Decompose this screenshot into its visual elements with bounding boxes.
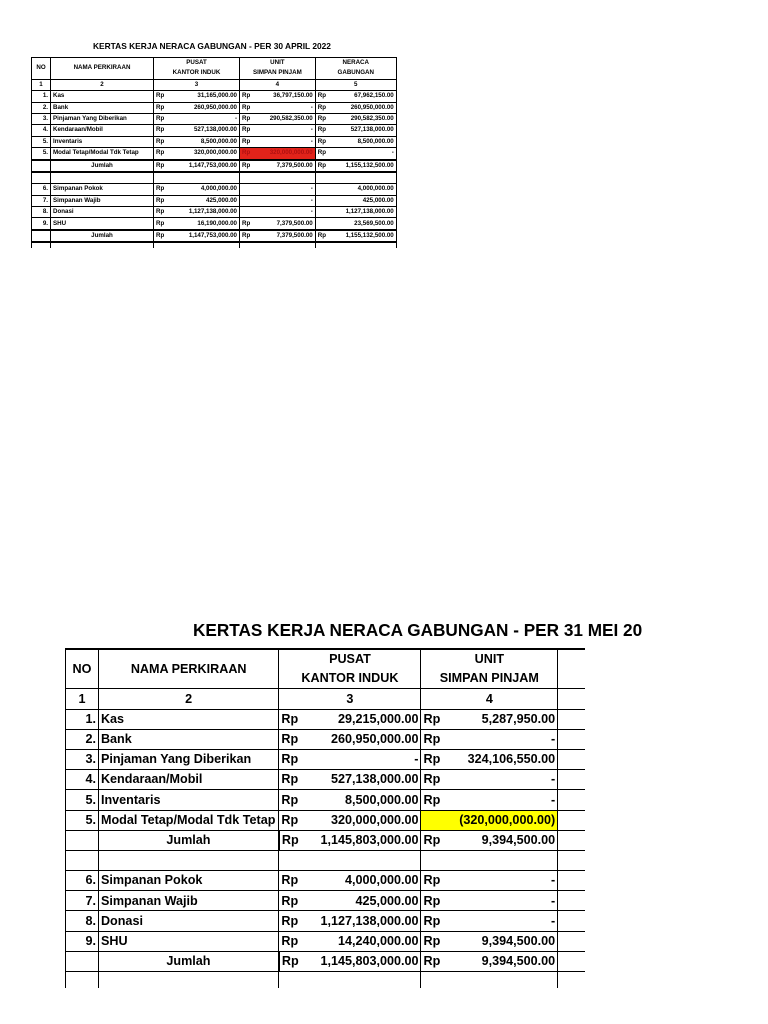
- row-no: 9.: [66, 931, 99, 951]
- table-row: [32, 113, 397, 124]
- spacer-row: [32, 172, 397, 184]
- rp-label: Rp: [279, 931, 309, 951]
- row-no: 3.: [32, 113, 51, 124]
- neraca-value: 23,569,500.00: [328, 218, 396, 230]
- pusat-total: 1,145,803,000.00: [309, 830, 421, 850]
- table-row: [66, 790, 586, 810]
- table-row: [66, 891, 586, 911]
- table-row: [32, 184, 397, 195]
- jumlah-row: [66, 830, 586, 850]
- table-row: [66, 749, 586, 769]
- table-row: [32, 125, 397, 136]
- rp-label: Rp: [240, 102, 253, 113]
- pusat-value: 1,127,138,000.00: [167, 207, 240, 218]
- rp-label: Rp: [154, 91, 167, 102]
- pusat-value: 425,000.00: [167, 195, 240, 206]
- pusat-value: 29,215,000.00: [309, 709, 421, 729]
- neraca-value: -: [328, 148, 396, 160]
- pusat-value: 425,000.00: [309, 891, 421, 911]
- rp-label: Rp: [240, 113, 253, 124]
- table-row: [32, 102, 397, 113]
- header-pusat: PUSAT: [154, 58, 240, 69]
- row-no: 5.: [66, 790, 99, 810]
- rp-label: Rp: [279, 951, 309, 971]
- unit-value: 36,797,150.00: [252, 91, 315, 102]
- rp-label: Rp: [279, 709, 309, 729]
- neraca-value: 260,950,000.00: [328, 102, 396, 113]
- rp-label: Rp: [154, 195, 167, 206]
- table-row: [66, 729, 586, 749]
- unit-value: 7,379,500.00: [252, 218, 315, 230]
- spacer-row: [32, 242, 397, 248]
- neraca-value: 1,127,138,000.00: [328, 207, 396, 218]
- rp-label: Rp: [154, 160, 167, 172]
- neraca-value: 67,962,150.00: [328, 91, 396, 102]
- pusat-value: 4,000,000.00: [309, 871, 421, 891]
- row-no: 5.: [66, 810, 99, 830]
- pusat-value: 8,500,000.00: [167, 136, 240, 147]
- row-name: Bank: [51, 102, 154, 113]
- unit-total: 7,379,500.00: [252, 230, 315, 242]
- header-no: NO: [66, 649, 99, 689]
- unit-value: -: [449, 770, 558, 790]
- jumlah-row: [32, 230, 397, 242]
- rp-label: Rp: [279, 871, 309, 891]
- jumlah-label: Jumlah: [98, 951, 278, 971]
- row-name: Simpanan Pokok: [98, 871, 278, 891]
- jumlah-row: [32, 160, 397, 172]
- colnum-3: 3: [279, 689, 421, 709]
- unit-value: -: [252, 102, 315, 113]
- rp-label: Rp: [421, 770, 449, 790]
- header-pusat: PUSAT: [279, 649, 421, 669]
- header-kantor-induk: KANTOR INDUK: [154, 68, 240, 79]
- table-row: [32, 148, 397, 160]
- rp-label: Rp: [154, 230, 167, 242]
- unit-value-highlight: (320,000,000.00): [449, 810, 558, 830]
- rp-label: Rp: [240, 136, 253, 147]
- table-row: [32, 218, 397, 230]
- neraca-total: 1,155,132,500.00: [328, 160, 396, 172]
- rp-label: Rp: [421, 830, 449, 850]
- row-no: 2.: [32, 102, 51, 113]
- row-name: Kendaraan/Mobil: [51, 125, 154, 136]
- rp-label: Rp: [421, 951, 449, 971]
- rp-label: Rp: [421, 749, 449, 769]
- pusat-value: 320,000,000.00: [309, 810, 421, 830]
- table-row: [66, 770, 586, 790]
- row-no: 8.: [32, 207, 51, 218]
- row-no: 4.: [32, 125, 51, 136]
- header-nama: NAMA PERKIRAAN: [98, 649, 278, 689]
- header-neraca: NERACA: [315, 58, 396, 69]
- unit-value: -: [449, 911, 558, 931]
- header-simpan-pinjam: SIMPAN PINJAM: [240, 68, 316, 79]
- rp-label: [240, 195, 253, 206]
- unit-value: 324,106,550.00: [449, 749, 558, 769]
- row-no: 7.: [66, 891, 99, 911]
- colnum-1: 1: [32, 79, 51, 90]
- pusat-value: 260,950,000.00: [167, 102, 240, 113]
- row-name: Donasi: [51, 207, 154, 218]
- row-name: Pinjaman Yang Diberikan: [51, 113, 154, 124]
- table-row: [66, 709, 586, 729]
- colnum-5: 5: [315, 79, 396, 90]
- row-no: 4.: [66, 770, 99, 790]
- row-name: Bank: [98, 729, 278, 749]
- rp-label: Rp: [240, 91, 253, 102]
- colnum-2: 2: [98, 689, 278, 709]
- rp-label: Rp: [240, 148, 253, 160]
- row-no: 2.: [66, 729, 99, 749]
- rp-label: Rp: [421, 931, 449, 951]
- table-row: [32, 195, 397, 206]
- unit-value: -: [252, 184, 315, 195]
- rp-label: Rp: [279, 810, 309, 830]
- pusat-value: -: [309, 749, 421, 769]
- rp-label: Rp: [240, 160, 253, 172]
- unit-total: 7,379,500.00: [252, 160, 315, 172]
- rp-label: Rp: [154, 125, 167, 136]
- unit-total: 9,394,500.00: [449, 951, 558, 971]
- row-name: Donasi: [98, 911, 278, 931]
- rp-label: Rp: [154, 113, 167, 124]
- header-kantor-induk: KANTOR INDUK: [279, 669, 421, 689]
- row-name: SHU: [51, 218, 154, 230]
- rp-label: Rp: [315, 113, 328, 124]
- row-no: 5.: [32, 148, 51, 160]
- unit-value-highlight: 320,000,000.00: [252, 148, 315, 160]
- rp-label: Rp: [279, 770, 309, 790]
- sheet2-title: KERTAS KERJA NERACA GABUNGAN - PER 31 MEI 20: [193, 620, 643, 640]
- table-row: [32, 136, 397, 147]
- rp-label: [315, 184, 328, 195]
- table-row: [66, 931, 586, 951]
- spacer-row: [66, 850, 586, 870]
- rp-label: Rp: [421, 729, 449, 749]
- rp-label: Rp: [421, 911, 449, 931]
- row-name: Kas: [98, 709, 278, 729]
- header-nama: NAMA PERKIRAAN: [51, 58, 154, 80]
- row-no: 1.: [66, 709, 99, 729]
- colnum-1: 1: [66, 689, 99, 709]
- rp-label: [240, 207, 253, 218]
- rp-label: Rp: [279, 891, 309, 911]
- rp-label: Rp: [154, 218, 167, 230]
- colnum-2: 2: [51, 79, 154, 90]
- row-name: Pinjaman Yang Diberikan: [98, 749, 278, 769]
- rp-label: Rp: [315, 125, 328, 136]
- pusat-value: 4,000,000.00: [167, 184, 240, 195]
- pusat-value: 1,127,138,000.00: [309, 911, 421, 931]
- rp-label: Rp: [279, 830, 309, 850]
- unit-value: -: [252, 195, 315, 206]
- unit-value: -: [449, 891, 558, 911]
- rp-label: Rp: [154, 136, 167, 147]
- row-name: Simpanan Pokok: [51, 184, 154, 195]
- pusat-total: 1,147,753,000.00: [167, 230, 240, 242]
- row-no: 6.: [66, 871, 99, 891]
- rp-label: Rp: [315, 148, 328, 160]
- rp-label: Rp: [279, 790, 309, 810]
- pusat-value: 527,138,000.00: [167, 125, 240, 136]
- row-name: Modal Tetap/Modal Tdk Tetap: [98, 810, 278, 830]
- rp-label: Rp: [315, 102, 328, 113]
- colnum-4: 4: [240, 79, 316, 90]
- rp-label: Rp: [279, 749, 309, 769]
- pusat-total: 1,145,803,000.00: [309, 951, 421, 971]
- rp-label: Rp: [279, 729, 309, 749]
- row-name: Simpanan Wajib: [51, 195, 154, 206]
- row-name: Modal Tetap/Modal Tdk Tetap: [51, 148, 154, 160]
- sheet1-title: KERTAS KERJA NERACA GABUNGAN - PER 30 APRIL 2022: [93, 41, 331, 51]
- pusat-value: 16,190,000.00: [167, 218, 240, 230]
- rp-label: Rp: [240, 218, 253, 230]
- unit-value: -: [252, 207, 315, 218]
- neraca-value: 527,138,000.00: [328, 125, 396, 136]
- row-name: Inventaris: [98, 790, 278, 810]
- rp-label: Rp: [315, 136, 328, 147]
- jumlah-label: Jumlah: [98, 830, 278, 850]
- rp-label: Rp: [421, 790, 449, 810]
- pusat-value: 8,500,000.00: [309, 790, 421, 810]
- row-no: 1.: [32, 91, 51, 102]
- unit-total: 9,394,500.00: [449, 830, 558, 850]
- rp-label: Rp: [154, 102, 167, 113]
- unit-value: 9,394,500.00: [449, 931, 558, 951]
- rp-label: [240, 184, 253, 195]
- colnum-4: 4: [421, 689, 558, 709]
- header-unit: UNIT: [421, 649, 558, 669]
- jumlah-row: [66, 951, 586, 971]
- header-gabungan: GABUNGAN: [315, 68, 396, 79]
- unit-value: 5,287,950.00: [449, 709, 558, 729]
- colnum-3: 3: [154, 79, 240, 90]
- neraca-value: 290,582,350.00: [328, 113, 396, 124]
- row-name: Kendaraan/Mobil: [98, 770, 278, 790]
- pusat-value: 527,138,000.00: [309, 770, 421, 790]
- rp-label: Rp: [315, 91, 328, 102]
- rp-label: [421, 810, 449, 830]
- row-name: Kas: [51, 91, 154, 102]
- row-name: SHU: [98, 931, 278, 951]
- rp-label: Rp: [154, 207, 167, 218]
- neraca-value: 8,500,000.00: [328, 136, 396, 147]
- sheet2-table: [65, 648, 585, 988]
- rp-label: Rp: [279, 911, 309, 931]
- table-row: [32, 207, 397, 218]
- row-no: 9.: [32, 218, 51, 230]
- pusat-value: 31,165,000.00: [167, 91, 240, 102]
- rp-label: Rp: [240, 230, 253, 242]
- rp-label: [315, 207, 328, 218]
- row-no: 3.: [66, 749, 99, 769]
- unit-value: -: [449, 871, 558, 891]
- rp-label: [315, 218, 328, 230]
- pusat-value: 260,950,000.00: [309, 729, 421, 749]
- neraca-value: 4,000,000.00: [328, 184, 396, 195]
- rp-label: [315, 195, 328, 206]
- unit-value: -: [449, 790, 558, 810]
- neraca-value: 425,000.00: [328, 195, 396, 206]
- table-row: [66, 911, 586, 931]
- rp-label: Rp: [315, 160, 328, 172]
- rp-label: Rp: [154, 148, 167, 160]
- row-no: 6.: [32, 184, 51, 195]
- neraca-total: 1,155,132,500.00: [328, 230, 396, 242]
- row-no: 7.: [32, 195, 51, 206]
- rp-label: Rp: [154, 184, 167, 195]
- sheet1-table: [31, 57, 397, 248]
- sheet2-worksheet: [65, 648, 585, 988]
- rp-label: Rp: [240, 125, 253, 136]
- row-name: Inventaris: [51, 136, 154, 147]
- sheet1-worksheet: [31, 57, 397, 248]
- table-row: [32, 91, 397, 102]
- unit-value: -: [252, 136, 315, 147]
- rp-label: Rp: [421, 871, 449, 891]
- unit-value: 290,582,350.00: [252, 113, 315, 124]
- pusat-total: 1,147,753,000.00: [167, 160, 240, 172]
- rp-label: Rp: [315, 230, 328, 242]
- row-no: 8.: [66, 911, 99, 931]
- header-no: NO: [32, 58, 51, 80]
- row-no: 5.: [32, 136, 51, 147]
- table-row: [66, 871, 586, 891]
- pusat-value: 320,000,000.00: [167, 148, 240, 160]
- row-name: Simpanan Wajib: [98, 891, 278, 911]
- header-simpan-pinjam: SIMPAN PINJAM: [421, 669, 558, 689]
- jumlah-label: Jumlah: [51, 160, 154, 172]
- table-row: [66, 810, 586, 830]
- header-unit: UNIT: [240, 58, 316, 69]
- unit-value: -: [449, 729, 558, 749]
- rp-label: Rp: [421, 891, 449, 911]
- pusat-value: -: [167, 113, 240, 124]
- rp-label: Rp: [421, 709, 449, 729]
- pusat-value: 14,240,000.00: [309, 931, 421, 951]
- spacer-row: [66, 972, 586, 989]
- jumlah-label: Jumlah: [51, 230, 154, 242]
- unit-value: -: [252, 125, 315, 136]
